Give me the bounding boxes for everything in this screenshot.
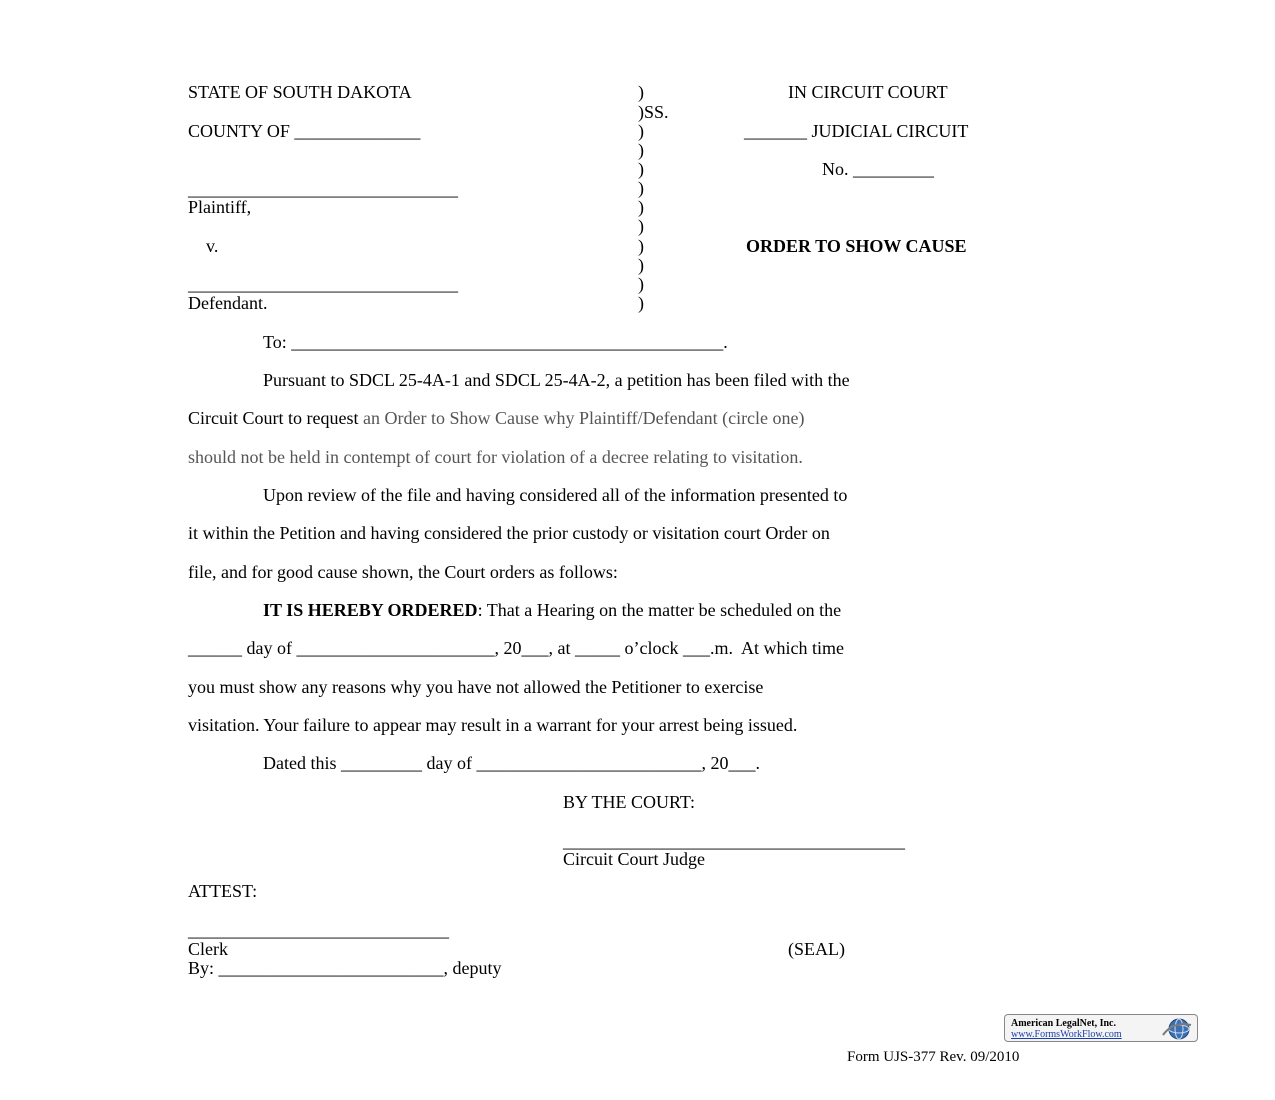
paragraph-petition: Pursuant to SDCL 25-4A-1 and SDCL 25-4A-2, a petition has been filed with the: [263, 370, 850, 390]
paragraph-petition-line2: [188, 408, 805, 428]
clerk-label: Clerk: [188, 939, 228, 959]
paragraph-review-line2: it within the Petition and having considered the prior custody or visitation court Order on: [188, 523, 830, 543]
globe-logo-icon: [1159, 1017, 1193, 1041]
paragraph-petition-line3: should not be held in contempt of court for violation of a decree relating to visitation.: [188, 447, 803, 467]
caption-paren: ): [638, 255, 644, 275]
caption-paren: ): [638, 140, 644, 160]
caption-paren: ): [638, 197, 644, 217]
document-title: ORDER TO SHOW CAUSE: [746, 236, 967, 256]
versus-label: v.: [206, 236, 219, 256]
plaintiff-label: Plaintiff,: [188, 197, 252, 217]
paragraph-ordered-line3: you must show any reasons why you have not allowed the Petitioner to exercise: [188, 677, 764, 697]
ordered-heading: IT IS HEREBY ORDERED: [263, 600, 478, 620]
county-field: COUNTY OF ______________: [188, 121, 421, 141]
caption-paren: ): [638, 293, 644, 313]
legalnet-badge[interactable]: [1004, 1014, 1198, 1042]
case-number-field: No. _________: [822, 159, 934, 179]
show-cause-text: an Order to Show Cause why Plaintiff/Defendant (circle one): [362, 408, 805, 428]
plaintiff-name-line: ______________________________: [188, 179, 458, 199]
caption-paren: ): [638, 159, 644, 179]
dated-line: Dated this _________ day of _________________________, 20___.: [263, 753, 760, 773]
caption-paren: ): [638, 236, 644, 256]
court-label: IN CIRCUIT COURT: [788, 82, 948, 102]
request-text: Circuit Court to request: [188, 408, 363, 428]
defendant-name-line: ______________________________: [188, 274, 458, 294]
company-url-link[interactable]: www.FormsWorkFlow.com: [1011, 1029, 1122, 1040]
caption-paren: ): [638, 121, 644, 141]
attest-label: ATTEST:: [188, 881, 258, 901]
caption-paren-ss: )SS.: [638, 102, 669, 122]
paragraph-ordered-line4: visitation. Your failure to appear may result in a warrant for your arrest being issued.: [188, 715, 798, 735]
paragraph-review: Upon review of the file and having considered all of the information presented to: [263, 485, 848, 505]
caption-paren: ): [638, 82, 644, 102]
caption-paren: ): [638, 274, 644, 294]
paragraph-review-line3: file, and for good cause shown, the Court orders as follows:: [188, 562, 618, 582]
deputy-line: By: _________________________, deputy: [188, 958, 502, 978]
state-label: STATE OF SOUTH DAKOTA: [188, 82, 412, 102]
company-name: American LegalNet, Inc.: [1011, 1018, 1116, 1029]
judge-label: Circuit Court Judge: [563, 849, 705, 869]
clerk-signature-line: _____________________________: [188, 920, 449, 940]
by-the-court-label: BY THE COURT:: [563, 792, 696, 812]
defendant-label: Defendant.: [188, 293, 268, 313]
caption-paren: ): [638, 178, 644, 198]
to-field: To: ________________________________________________.: [263, 332, 728, 352]
hearing-date-line: ______ day of ______________________, 20___, at _____ o’clock ___.m. At which time: [188, 638, 844, 658]
seal-label: (SEAL): [788, 939, 845, 959]
form-id: Form UJS-377 Rev. 09/2010: [847, 1049, 1020, 1065]
judge-signature-line: ______________________________________: [563, 831, 905, 851]
paragraph-ordered: [263, 600, 841, 620]
caption-paren: ): [638, 216, 644, 236]
ordered-text: : That a Hearing on the matter be scheduled on the: [477, 600, 842, 620]
judicial-circuit-field: _______ JUDICIAL CIRCUIT: [744, 121, 969, 141]
